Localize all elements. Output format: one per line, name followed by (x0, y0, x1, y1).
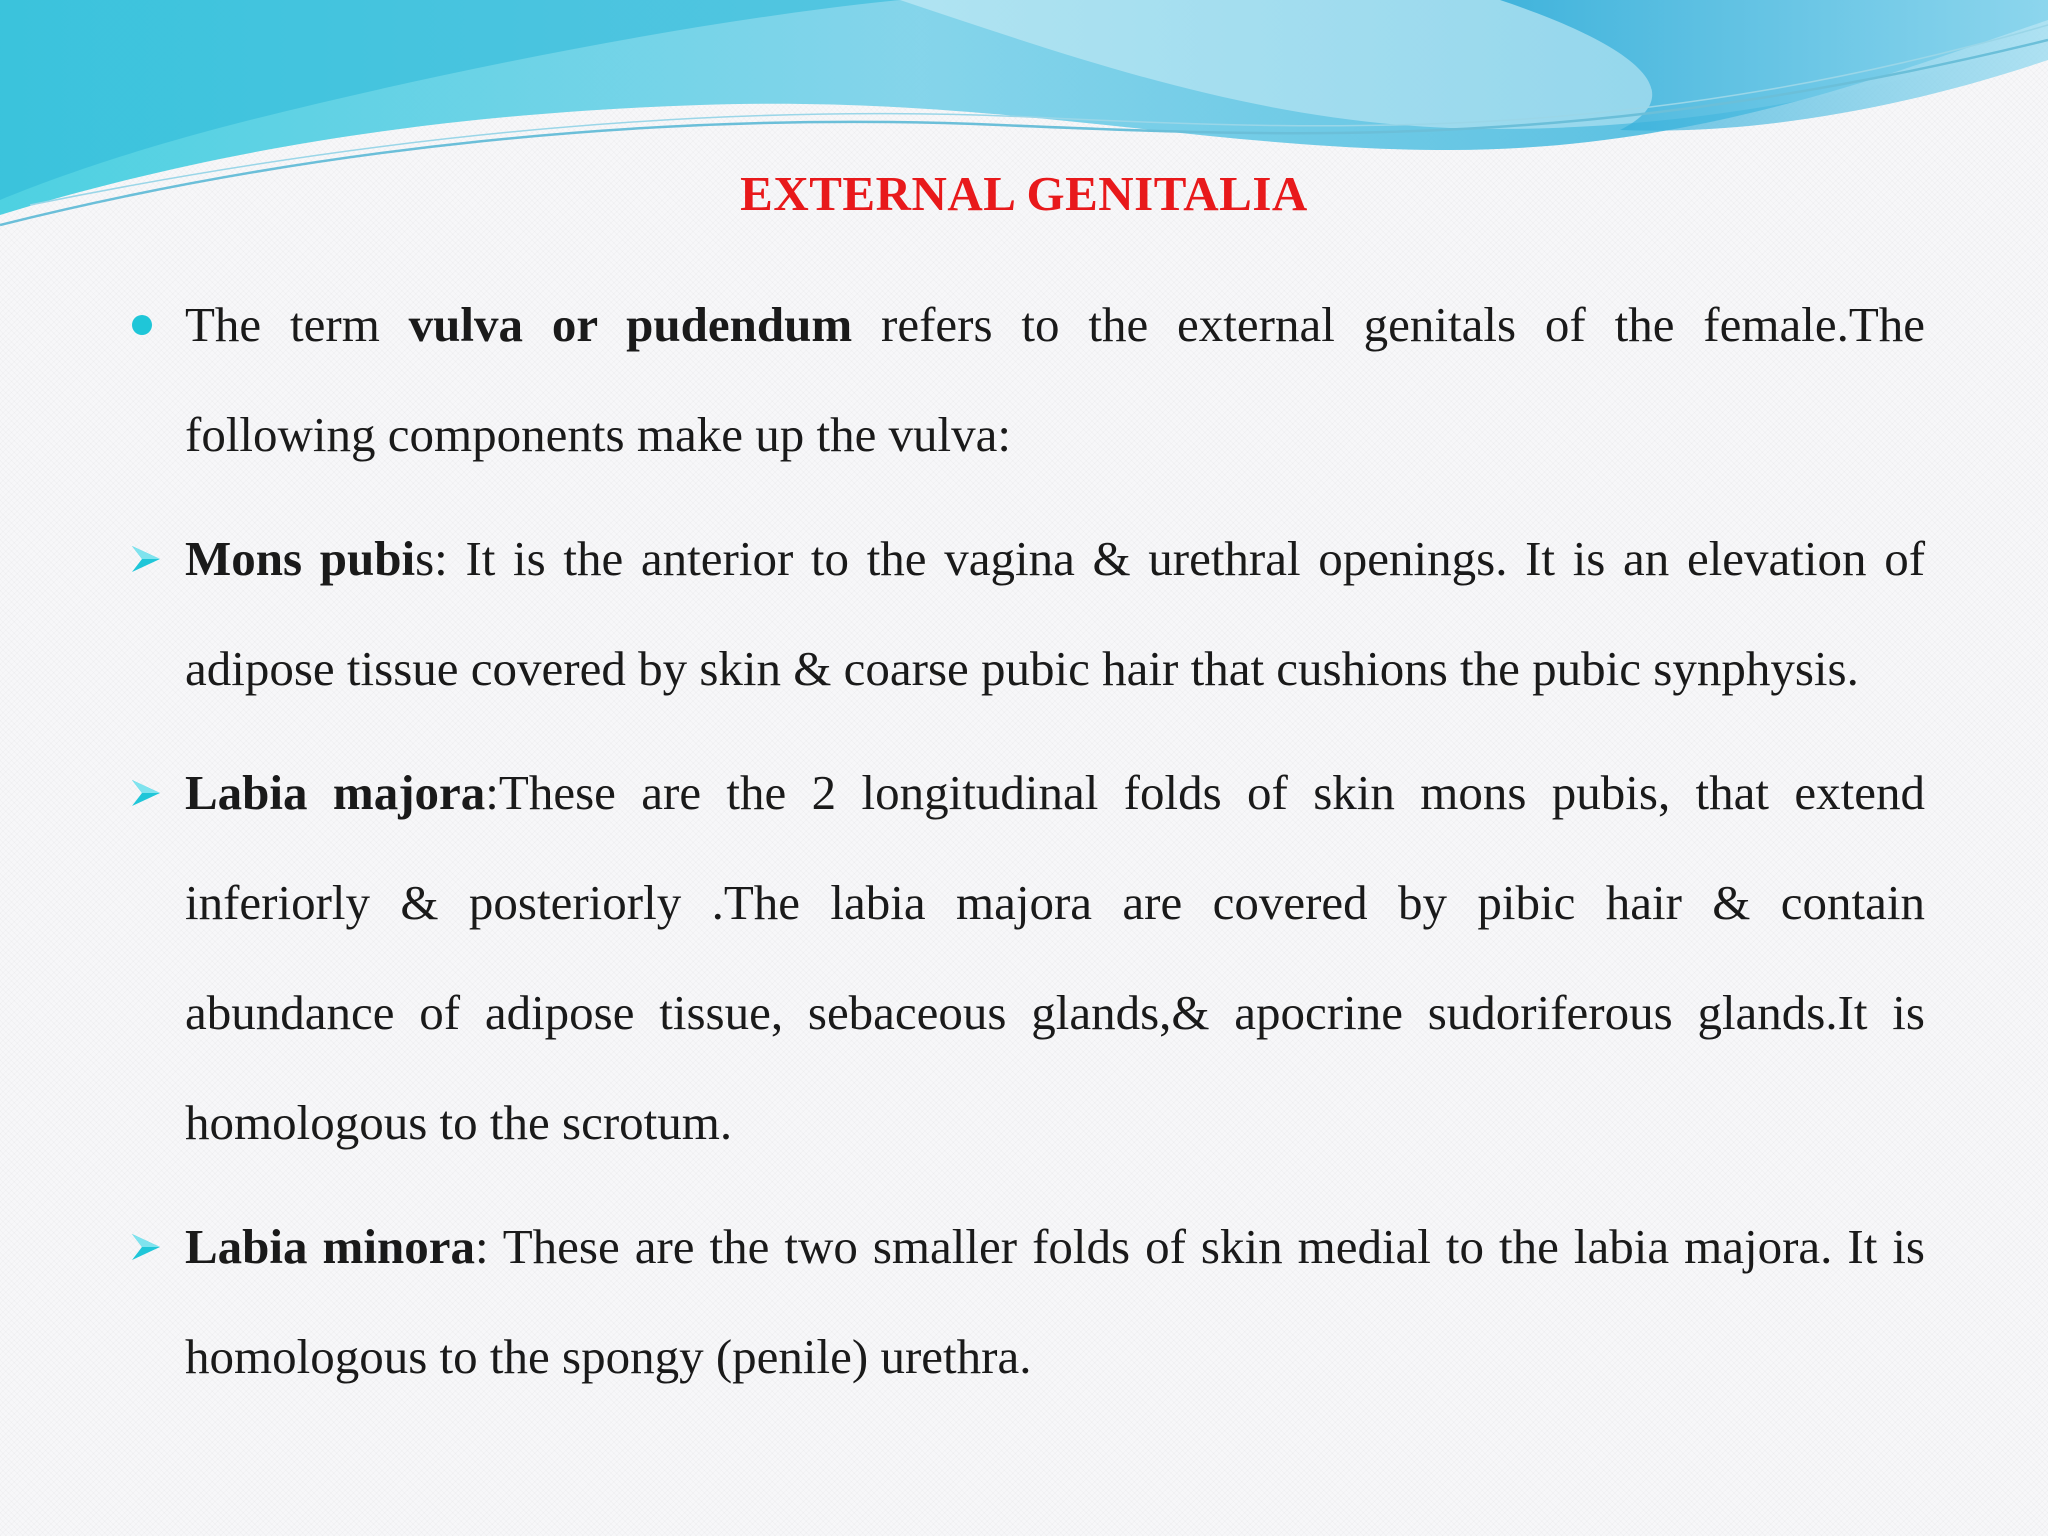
bullet-term: vulva or pudendum (408, 297, 853, 352)
bullet-text-post: s: It is the anterior to the vagina & urethral openings. It is an elevation of adipose tissue covered by skin & coarse pubic hair that cushions the pubic synphysis. (185, 531, 1926, 696)
bullet-item-labia-minora (130, 1192, 1925, 1412)
bullet-text-post: :These are the 2 longitudinal folds of skin mons pubis, that extend inferiorly & posteriorly .The labia majora are covered by pibic hair & contain abundance of adipose tissue, sebaceous glands,& apocrine sudoriferous glands.It is homologous to the scrotum. (185, 765, 1925, 1150)
arrow-bullet-icon (130, 738, 164, 848)
slide-title: EXTERNAL GENITALIA (740, 166, 1308, 221)
slide-content (130, 270, 1925, 1426)
bullet-item-labia-majora (130, 738, 1925, 1178)
bullet-item-mons-pubis (130, 504, 1925, 724)
bullet-text-pre: The term (185, 297, 409, 352)
bullet-term: Labia majora (185, 765, 486, 820)
arrow-bullet-icon (130, 1192, 164, 1302)
bullet-text-post: : These are the two smaller folds of skin medial to the labia majora. It is homologous to the spongy (penile) urethra. (185, 1219, 1925, 1384)
bullet-term: Labia minora (185, 1219, 475, 1274)
round-bullet-icon (130, 270, 152, 380)
bullet-item-vulva (130, 270, 1925, 490)
bullet-text-post: refers to the external genitals of the female.The following components make up the vulva: (185, 297, 1926, 462)
bullet-term: Mons pubi (185, 531, 416, 586)
arrow-bullet-icon (130, 504, 164, 614)
